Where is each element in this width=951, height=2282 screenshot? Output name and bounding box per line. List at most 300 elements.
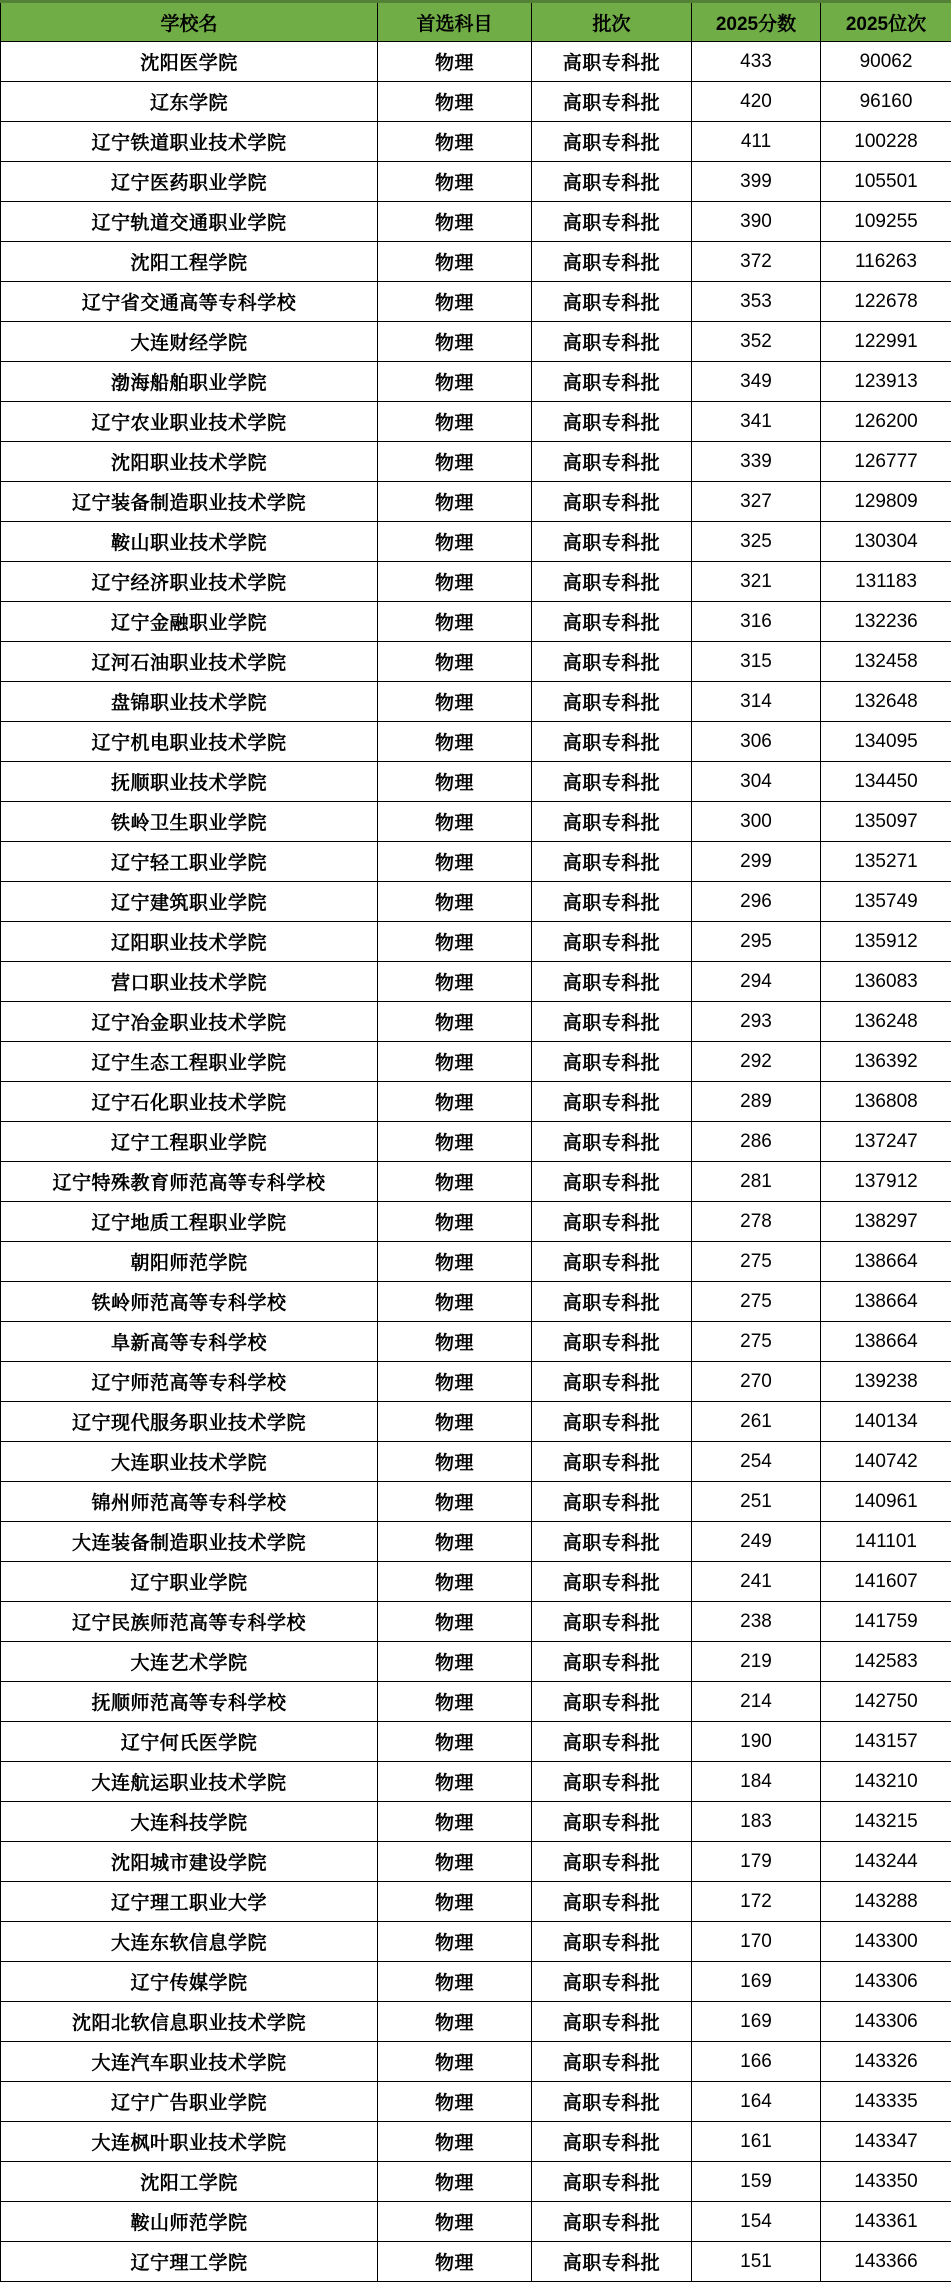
subject-cell: 物理 [378,1442,532,1482]
rank-cell: 100228 [821,122,951,162]
subject-cell: 物理 [378,1402,532,1442]
column-header-batch: 批次 [532,2,692,42]
table-row [1,562,951,602]
subject-cell: 物理 [378,882,532,922]
school-name-cell: 辽宁理工职业大学 [1,1882,378,1922]
table-body [1,42,951,2282]
batch-cell: 高职专科批 [532,1522,692,1562]
batch-cell: 高职专科批 [532,842,692,882]
subject-cell: 物理 [378,1762,532,1802]
score-cell: 261 [692,1402,821,1442]
batch-cell: 高职专科批 [532,1042,692,1082]
rank-cell: 131183 [821,562,951,602]
table-row [1,2202,951,2242]
school-name-cell: 辽东学院 [1,82,378,122]
column-header-rank: 2025位次 [821,2,951,42]
column-header-score: 2025分数 [692,2,821,42]
table-row [1,2242,951,2282]
score-cell: 295 [692,922,821,962]
batch-cell: 高职专科批 [532,1242,692,1282]
batch-cell: 高职专科批 [532,1162,692,1202]
table-row [1,1322,951,1362]
score-cell: 281 [692,1162,821,1202]
batch-cell: 高职专科批 [532,1082,692,1122]
batch-cell: 高职专科批 [532,1322,692,1362]
batch-cell: 高职专科批 [532,722,692,762]
school-name-cell: 朝阳师范学院 [1,1242,378,1282]
school-name-cell: 辽宁工程职业学院 [1,1122,378,1162]
subject-cell: 物理 [378,1522,532,1562]
score-cell: 296 [692,882,821,922]
subject-cell: 物理 [378,1082,532,1122]
rank-cell: 143326 [821,2042,951,2082]
subject-cell: 物理 [378,1282,532,1322]
table-row [1,522,951,562]
school-name-cell: 辽宁师范高等专科学校 [1,1362,378,1402]
batch-cell: 高职专科批 [532,122,692,162]
rank-cell: 96160 [821,82,951,122]
subject-cell: 物理 [378,122,532,162]
subject-cell: 物理 [378,242,532,282]
subject-cell: 物理 [378,1482,532,1522]
score-cell: 372 [692,242,821,282]
table-row [1,1162,951,1202]
school-name-cell: 辽宁农业职业技术学院 [1,402,378,442]
rank-cell: 138297 [821,1202,951,1242]
batch-cell: 高职专科批 [532,602,692,642]
score-cell: 294 [692,962,821,1002]
table-row [1,2082,951,2122]
score-cell: 151 [692,2242,821,2282]
rank-cell: 109255 [821,202,951,242]
table-row [1,402,951,442]
school-name-cell: 辽阳职业技术学院 [1,922,378,962]
subject-cell: 物理 [378,1642,532,1682]
score-cell: 352 [692,322,821,362]
school-name-cell: 辽宁职业学院 [1,1562,378,1602]
score-cell: 411 [692,122,821,162]
table-row [1,1242,951,1282]
school-name-cell: 辽宁理工学院 [1,2242,378,2282]
rank-cell: 132458 [821,642,951,682]
batch-cell: 高职专科批 [532,682,692,722]
rank-cell: 143210 [821,1762,951,1802]
table-row [1,2122,951,2162]
school-name-cell: 抚顺职业技术学院 [1,762,378,802]
batch-cell: 高职专科批 [532,282,692,322]
score-cell: 275 [692,1322,821,1362]
school-name-cell: 大连职业技术学院 [1,1442,378,1482]
table-row [1,722,951,762]
table-row [1,282,951,322]
table-row [1,1442,951,1482]
score-cell: 275 [692,1242,821,1282]
subject-cell: 物理 [378,1202,532,1242]
score-cell: 292 [692,1042,821,1082]
school-name-cell: 大连汽车职业技术学院 [1,2042,378,2082]
score-cell: 300 [692,802,821,842]
batch-cell: 高职专科批 [532,882,692,922]
batch-cell: 高职专科批 [532,962,692,1002]
subject-cell: 物理 [378,362,532,402]
score-cell: 278 [692,1202,821,1242]
score-cell: 238 [692,1602,821,1642]
rank-cell: 137912 [821,1162,951,1202]
rank-cell: 143335 [821,2082,951,2122]
batch-cell: 高职专科批 [532,1762,692,1802]
school-name-cell: 沈阳工学院 [1,2162,378,2202]
school-name-cell: 营口职业技术学院 [1,962,378,1002]
table-row [1,202,951,242]
school-name-cell: 大连财经学院 [1,322,378,362]
subject-cell: 物理 [378,1722,532,1762]
subject-cell: 物理 [378,2242,532,2282]
score-cell: 254 [692,1442,821,1482]
batch-cell: 高职专科批 [532,2082,692,2122]
table-row [1,1602,951,1642]
score-cell: 251 [692,1482,821,1522]
subject-cell: 物理 [378,1242,532,1282]
batch-cell: 高职专科批 [532,802,692,842]
score-cell: 154 [692,2202,821,2242]
rank-cell: 136808 [821,1082,951,1122]
subject-cell: 物理 [378,922,532,962]
rank-cell: 141607 [821,1562,951,1602]
rank-cell: 135097 [821,802,951,842]
table-row [1,1802,951,1842]
score-cell: 390 [692,202,821,242]
school-name-cell: 大连装备制造职业技术学院 [1,1522,378,1562]
subject-cell: 物理 [378,762,532,802]
school-name-cell: 盘锦职业技术学院 [1,682,378,722]
score-cell: 314 [692,682,821,722]
batch-cell: 高职专科批 [532,82,692,122]
school-name-cell: 辽宁现代服务职业技术学院 [1,1402,378,1442]
table-row [1,762,951,802]
rank-cell: 135271 [821,842,951,882]
school-name-cell: 大连艺术学院 [1,1642,378,1682]
rank-cell: 135912 [821,922,951,962]
subject-cell: 物理 [378,402,532,442]
subject-cell: 物理 [378,602,532,642]
subject-cell: 物理 [378,1122,532,1162]
score-cell: 161 [692,2122,821,2162]
batch-cell: 高职专科批 [532,922,692,962]
school-name-cell: 大连枫叶职业技术学院 [1,2122,378,2162]
rank-cell: 140961 [821,1482,951,1522]
rank-cell: 136392 [821,1042,951,1082]
table-row [1,922,951,962]
batch-cell: 高职专科批 [532,1282,692,1322]
table-row [1,162,951,202]
table-row [1,322,951,362]
subject-cell: 物理 [378,1002,532,1042]
score-cell: 166 [692,2042,821,2082]
school-name-cell: 大连科技学院 [1,1802,378,1842]
table-row [1,1402,951,1442]
table-row [1,1882,951,1922]
batch-cell: 高职专科批 [532,642,692,682]
school-name-cell: 辽宁石化职业技术学院 [1,1082,378,1122]
rank-cell: 143288 [821,1882,951,1922]
rank-cell: 141759 [821,1602,951,1642]
school-name-cell: 铁岭师范高等专科学校 [1,1282,378,1322]
rank-cell: 138664 [821,1322,951,1362]
rank-cell: 140742 [821,1442,951,1482]
subject-cell: 物理 [378,2202,532,2242]
rank-cell: 143157 [821,1722,951,1762]
batch-cell: 高职专科批 [532,202,692,242]
batch-cell: 高职专科批 [532,1722,692,1762]
subject-cell: 物理 [378,42,532,82]
table-row [1,1042,951,1082]
subject-cell: 物理 [378,202,532,242]
rank-cell: 143300 [821,1922,951,1962]
table-row [1,1482,951,1522]
subject-cell: 物理 [378,1562,532,1602]
subject-cell: 物理 [378,562,532,602]
score-cell: 304 [692,762,821,802]
table-row [1,842,951,882]
subject-cell: 物理 [378,1602,532,1642]
subject-cell: 物理 [378,1682,532,1722]
school-name-cell: 辽宁建筑职业学院 [1,882,378,922]
batch-cell: 高职专科批 [532,322,692,362]
school-name-cell: 沈阳医学院 [1,42,378,82]
score-cell: 293 [692,1002,821,1042]
table-row [1,1282,951,1322]
school-name-cell: 辽宁广告职业学院 [1,2082,378,2122]
score-cell: 183 [692,1802,821,1842]
rank-cell: 136248 [821,1002,951,1042]
subject-cell: 物理 [378,962,532,1002]
school-name-cell: 渤海船舶职业学院 [1,362,378,402]
score-cell: 275 [692,1282,821,1322]
rank-cell: 143366 [821,2242,951,2282]
table-row [1,1682,951,1722]
subject-cell: 物理 [378,2162,532,2202]
subject-cell: 物理 [378,1322,532,1362]
table-row [1,1562,951,1602]
school-name-cell: 辽宁地质工程职业学院 [1,1202,378,1242]
batch-cell: 高职专科批 [532,1002,692,1042]
school-name-cell: 抚顺师范高等专科学校 [1,1682,378,1722]
subject-cell: 物理 [378,2042,532,2082]
subject-cell: 物理 [378,682,532,722]
rank-cell: 139238 [821,1362,951,1402]
header-row [1,2,951,42]
batch-cell: 高职专科批 [532,42,692,82]
batch-cell: 高职专科批 [532,1682,692,1722]
score-cell: 164 [692,2082,821,2122]
rank-cell: 130304 [821,522,951,562]
subject-cell: 物理 [378,2002,532,2042]
batch-cell: 高职专科批 [532,2202,692,2242]
school-name-cell: 辽宁生态工程职业学院 [1,1042,378,1082]
subject-cell: 物理 [378,1842,532,1882]
table-row [1,802,951,842]
score-cell: 316 [692,602,821,642]
table-row [1,1922,951,1962]
school-name-cell: 辽宁轨道交通职业学院 [1,202,378,242]
rank-cell: 90062 [821,42,951,82]
table-row [1,602,951,642]
rank-cell: 126777 [821,442,951,482]
batch-cell: 高职专科批 [532,162,692,202]
school-name-cell: 辽河石油职业技术学院 [1,642,378,682]
rank-cell: 105501 [821,162,951,202]
table-row [1,1722,951,1762]
score-cell: 270 [692,1362,821,1402]
score-cell: 399 [692,162,821,202]
school-name-cell: 辽宁装备制造职业技术学院 [1,482,378,522]
batch-cell: 高职专科批 [532,1402,692,1442]
rank-cell: 123913 [821,362,951,402]
school-name-cell: 沈阳职业技术学院 [1,442,378,482]
score-cell: 172 [692,1882,821,1922]
school-name-cell: 铁岭卫生职业学院 [1,802,378,842]
batch-cell: 高职专科批 [532,362,692,402]
rank-cell: 143306 [821,2002,951,2042]
table-row [1,1122,951,1162]
batch-cell: 高职专科批 [532,2042,692,2082]
table-row [1,962,951,1002]
table-row [1,1202,951,1242]
subject-cell: 物理 [378,1802,532,1842]
batch-cell: 高职专科批 [532,482,692,522]
score-cell: 241 [692,1562,821,1602]
table-header [1,2,951,42]
table-row [1,482,951,522]
table-row [1,682,951,722]
batch-cell: 高职专科批 [532,1842,692,1882]
school-name-cell: 辽宁轻工职业学院 [1,842,378,882]
table-row [1,882,951,922]
school-name-cell: 辽宁冶金职业技术学院 [1,1002,378,1042]
subject-cell: 物理 [378,2082,532,2122]
rank-cell: 132648 [821,682,951,722]
rank-cell: 137247 [821,1122,951,1162]
batch-cell: 高职专科批 [532,762,692,802]
batch-cell: 高职专科批 [532,1122,692,1162]
subject-cell: 物理 [378,802,532,842]
score-cell: 327 [692,482,821,522]
batch-cell: 高职专科批 [532,442,692,482]
rank-cell: 134450 [821,762,951,802]
rank-cell: 141101 [821,1522,951,1562]
score-cell: 349 [692,362,821,402]
school-name-cell: 辽宁传媒学院 [1,1962,378,2002]
score-cell: 420 [692,82,821,122]
subject-cell: 物理 [378,162,532,202]
score-cell: 249 [692,1522,821,1562]
subject-cell: 物理 [378,482,532,522]
score-cell: 214 [692,1682,821,1722]
score-cell: 184 [692,1762,821,1802]
subject-cell: 物理 [378,642,532,682]
score-cell: 433 [692,42,821,82]
school-name-cell: 辽宁金融职业学院 [1,602,378,642]
table-row [1,2042,951,2082]
table-row [1,42,951,82]
school-name-cell: 沈阳工程学院 [1,242,378,282]
school-name-cell: 辽宁医药职业学院 [1,162,378,202]
rank-cell: 142583 [821,1642,951,1682]
table-row [1,2162,951,2202]
school-name-cell: 辽宁何氏医学院 [1,1722,378,1762]
score-cell: 169 [692,1962,821,2002]
rank-cell: 132236 [821,602,951,642]
table-row [1,1762,951,1802]
score-cell: 325 [692,522,821,562]
school-name-cell: 大连航运职业技术学院 [1,1762,378,1802]
batch-cell: 高职专科批 [532,1602,692,1642]
rank-cell: 142750 [821,1682,951,1722]
score-cell: 289 [692,1082,821,1122]
school-name-cell: 鞍山师范学院 [1,2202,378,2242]
subject-cell: 物理 [378,722,532,762]
column-header-school: 学校名 [1,2,378,42]
table-row [1,1962,951,2002]
school-name-cell: 辽宁机电职业技术学院 [1,722,378,762]
table-row [1,242,951,282]
batch-cell: 高职专科批 [532,1922,692,1962]
score-cell: 339 [692,442,821,482]
subject-cell: 物理 [378,1962,532,2002]
rank-cell: 136083 [821,962,951,1002]
school-name-cell: 阜新高等专科学校 [1,1322,378,1362]
subject-cell: 物理 [378,1362,532,1402]
column-header-subject: 首选科目 [378,2,532,42]
score-cell: 159 [692,2162,821,2202]
score-cell: 341 [692,402,821,442]
rank-cell: 122678 [821,282,951,322]
score-cell: 321 [692,562,821,602]
rank-cell: 140134 [821,1402,951,1442]
batch-cell: 高职专科批 [532,1202,692,1242]
batch-cell: 高职专科批 [532,1642,692,1682]
batch-cell: 高职专科批 [532,2242,692,2282]
table-row [1,1522,951,1562]
batch-cell: 高职专科批 [532,1562,692,1602]
score-cell: 190 [692,1722,821,1762]
subject-cell: 物理 [378,322,532,362]
table-row [1,362,951,402]
score-cell: 306 [692,722,821,762]
table-row [1,442,951,482]
rank-cell: 143350 [821,2162,951,2202]
table-row [1,1002,951,1042]
score-cell: 299 [692,842,821,882]
score-cell: 179 [692,1842,821,1882]
school-name-cell: 鞍山职业技术学院 [1,522,378,562]
subject-cell: 物理 [378,1882,532,1922]
rank-cell: 138664 [821,1242,951,1282]
rank-cell: 135749 [821,882,951,922]
school-name-cell: 辽宁特殊教育师范高等专科学校 [1,1162,378,1202]
table-row [1,1642,951,1682]
rank-cell: 134095 [821,722,951,762]
subject-cell: 物理 [378,842,532,882]
table-row [1,1082,951,1122]
batch-cell: 高职专科批 [532,2162,692,2202]
table-row [1,2002,951,2042]
batch-cell: 高职专科批 [532,522,692,562]
rank-cell: 143361 [821,2202,951,2242]
subject-cell: 物理 [378,522,532,562]
school-name-cell: 辽宁经济职业技术学院 [1,562,378,602]
rank-cell: 138664 [821,1282,951,1322]
